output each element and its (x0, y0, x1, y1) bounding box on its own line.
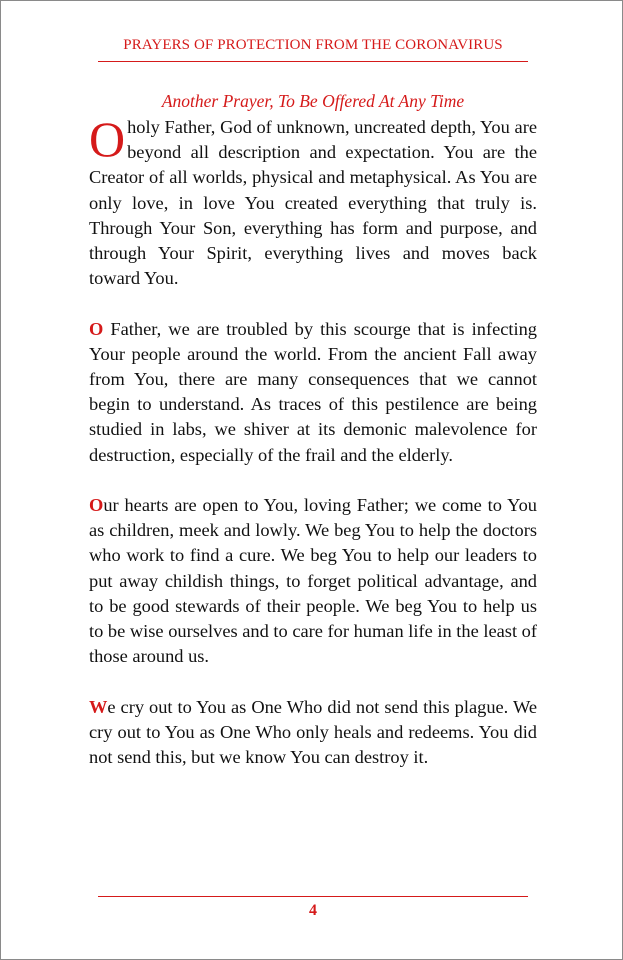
paragraph-initial: O (89, 318, 104, 339)
paragraph-initial: O (89, 495, 104, 516)
paragraph-3 (89, 493, 537, 669)
paragraph-text: e cry out to You as One Who did not send this plague. We cry out to You as One Who only heals and redeems. You did not send this, but we know You can destroy it. (89, 696, 537, 768)
footer-divider (98, 896, 528, 897)
running-header: PRAYERS OF PROTECTION FROM THE CORONAVIRUS (98, 37, 528, 62)
paragraph-text: holy Father, God of unknown, uncreated depth, You are beyond all description and expectation. You are the Creator of all worlds, physical and metaphysical. As You are only love, in love You created everything that truly is. Through Your Son, everything has form and purpose, and through Your Spirit, everything lives and moves back toward You. (89, 117, 537, 289)
prayer-body (89, 111, 537, 770)
paragraph-text: ur hearts are open to You, loving Father; we come to You as children, meek and lowly. We beg You to help the doctors who work to find a cure. We beg You to help our leaders to put away childish things, to forget political advantage, and to be good stewards of their people. We beg You to help us to be wise ourselves and to care for human life in the least of those around us. (89, 495, 537, 667)
paragraph-1 (89, 111, 537, 291)
paragraph-2 (89, 317, 537, 468)
page-number: 4 (309, 902, 317, 919)
drop-cap-initial: O (89, 111, 126, 167)
prayer-subtitle: Another Prayer, To Be Offered At Any Time (161, 91, 465, 111)
paragraph-text: Father, we are troubled by this scourge that is infecting Your people around the world. From the ancient Fall away from You, there are many consequences that we cannot begin to understand. As traces of this pestilence are being studied in labs, we shiver at its demonic malevolence for destruction, especially of the frail and the elderly. (89, 318, 537, 465)
paragraph-initial: W (89, 696, 108, 717)
paragraph-4 (89, 695, 537, 771)
